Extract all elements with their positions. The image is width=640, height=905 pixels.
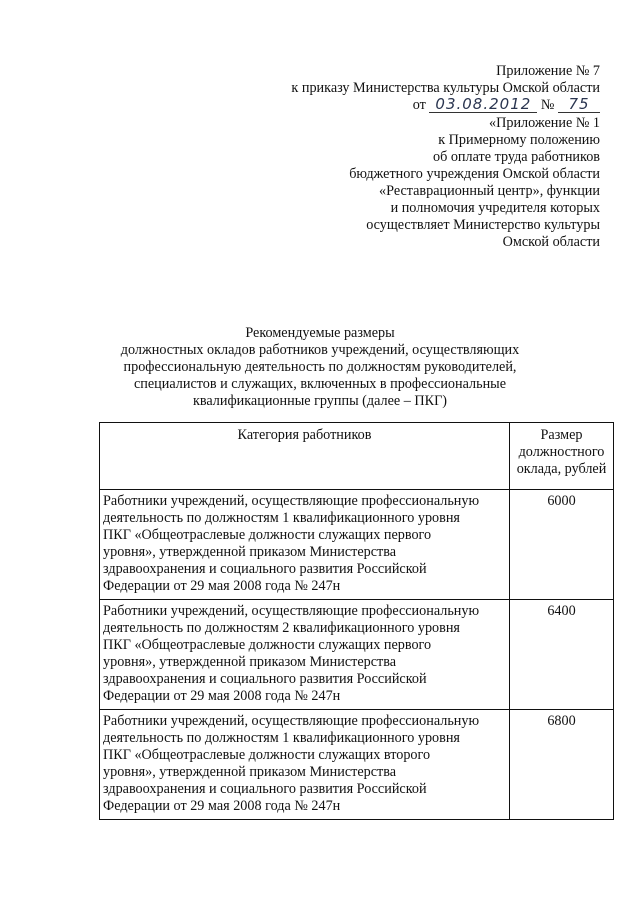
title-line: квалификационные группы (далее – ПКГ) [192,393,448,409]
sub-appendix-line: бюджетного учреждения Омской области [349,166,600,182]
handwritten-number: 75 [558,97,600,113]
sub-appendix-line: об оплате труда работников [432,149,600,165]
table-header-row [100,423,614,490]
salary-cell: 6000 [510,490,614,600]
order-reference: к приказу Министерства культуры Омской области [291,80,600,96]
number-prefix: № [540,97,555,113]
title-line: Рекомендуемые размеры [245,325,395,341]
sub-appendix-line: осуществляет Министерство культуры [366,217,600,233]
salary-cell: 6800 [510,710,614,820]
sub-appendix-line: к Примерному положению [438,132,600,148]
category-cell: Работники учреждений, осуществляющие профессиональную деятельность по должностям 1 квалификационного уровня ПКГ «Общеотраслевые должности служащих второго уровня», утвержденной приказом Министерства здравоохранения и социального развития Российской Федерации от 29 мая 2008 года № 247н [100,710,510,820]
salary-column-header: Размер должностного оклада, рублей [510,423,614,490]
appendix-label: Приложение № 7 [496,63,600,79]
sub-appendix-line: Омской области [502,234,600,250]
title-line: специалистов и служащих, включенных в профессиональные [134,376,506,392]
category-cell: Работники учреждений, осуществляющие профессиональную деятельность по должностям 2 квалификационного уровня ПКГ «Общеотраслевые должности служащих первого уровня», утвержденной приказом Министерства здравоохранения и социального развития Российской Федерации от 29 мая 2008 года № 247н [100,600,510,710]
sub-appendix-line: и полномочия учредителя которых [390,200,600,216]
handwritten-date: 03.08.2012 [429,97,537,113]
sub-appendix-line: «Реставрационный центр», функции [379,183,600,199]
table-row [100,710,614,820]
title-line: профессиональную деятельность по должностям руководителей, [123,359,517,375]
title-line: должностных окладов работников учреждений, осуществляющих [120,342,520,358]
table-row [100,600,614,710]
document-title [60,325,580,410]
table-row [100,490,614,600]
sub-appendix-line: «Приложение № 1 [489,115,600,131]
category-column-header: Категория работников [100,423,510,490]
salary-cell: 6400 [510,600,614,710]
order-date-line [291,97,600,114]
appendix-header [291,63,600,114]
salary-table [99,422,614,820]
date-prefix: от [412,97,426,113]
sub-appendix-block [349,115,600,251]
category-cell: Работники учреждений, осуществляющие профессиональную деятельность по должностям 1 квалификационного уровня ПКГ «Общеотраслевые должности служащих первого уровня», утвержденной приказом Министерства здравоохранения и социального развития Российской Федерации от 29 мая 2008 года № 247н [100,490,510,600]
